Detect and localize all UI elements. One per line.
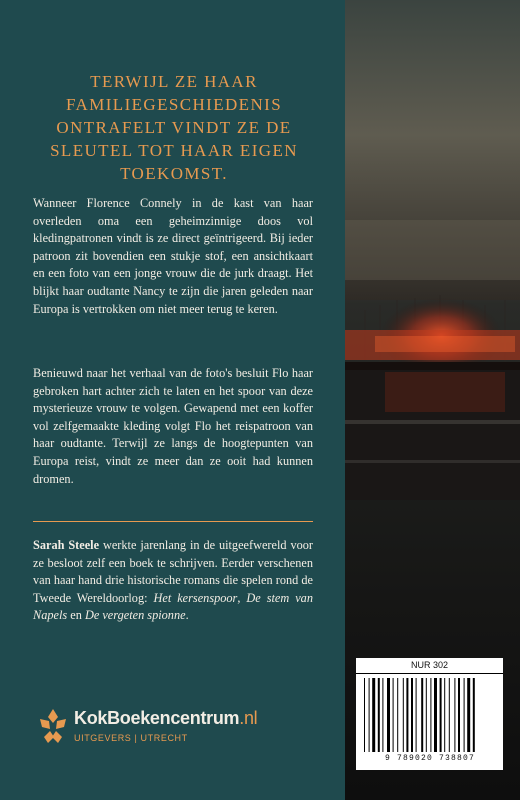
isbn-barcode: [362, 678, 497, 756]
publisher-tld: .nl: [239, 708, 258, 728]
publisher-logo: [36, 705, 296, 749]
blurb-text-1: Wanneer Florence Connely in de kast van haar overleden oma een geheimzinnige doos vol kledingpatronen vindt is ze direct geïntrigeerd. Bij ieder patroon zit bovendien een stukje stof, een ansichtkaart en een foto van een jonge vrouw die de jurk draagt. Het blijkt haar oudtante Nancy te zijn die jaren geleden naar Europa is vertrokken om niet meer terug te keren.: [33, 196, 313, 316]
publisher-name: [74, 708, 257, 729]
author-bio-end: .: [185, 608, 189, 623]
author-bio-text-1: werkte jarenlang in de uitgeefwereld voor ze besloot zelf een boek te schrijven. Eerder verschenen van haar hand drie historische romans die spelen rond de Tweede Wereldoorlog:: [33, 538, 313, 605]
isbn-digits: 9 789020 738807: [384, 754, 475, 763]
blurb-paragraph-2: [33, 365, 313, 488]
publisher-star-icon: [36, 707, 70, 747]
book-title-2: De stem van Napels: [33, 590, 313, 623]
blurb-paragraph-1: [33, 195, 313, 318]
blurb-text-2: Benieuwd naar het verhaal van de foto's besluit Flo haar gebroken hart achter zich te laten en het spoor van deze mysterieuze vrouw te volgen. Gewapend met een koffer vol zelfgemaakte kleding volgt Flo het reispatroon van haar oudtante. Terwijl ze langs de hoogtepunten van Europa reist, vindt ze meer dan ze ooit had kunnen dromen.: [33, 366, 313, 486]
barcode-box: [356, 658, 503, 770]
author-bio-sep-1: ,: [237, 590, 247, 605]
author-bio: [33, 537, 313, 625]
publisher-name-main: KokBoekencentrum: [74, 708, 240, 728]
nur-code: NUR 302: [356, 658, 503, 674]
book-title-1: Het kersenspoor: [153, 590, 238, 605]
author-name: Sarah Steele: [33, 538, 100, 552]
publisher-subtitle: UITGEVERS | UTRECHT: [74, 733, 188, 743]
divider: [33, 521, 313, 522]
tagline: TERWIJL ZE HAAR FAMILIEGESCHIEDENIS ONTRAFELT VINDT ZE DE SLEUTEL TOT HAAR EIGEN TOEKOMST.: [50, 72, 298, 183]
book-title-3: De vergeten spionne: [84, 608, 186, 623]
author-bio-sep-2: en: [67, 608, 85, 623]
